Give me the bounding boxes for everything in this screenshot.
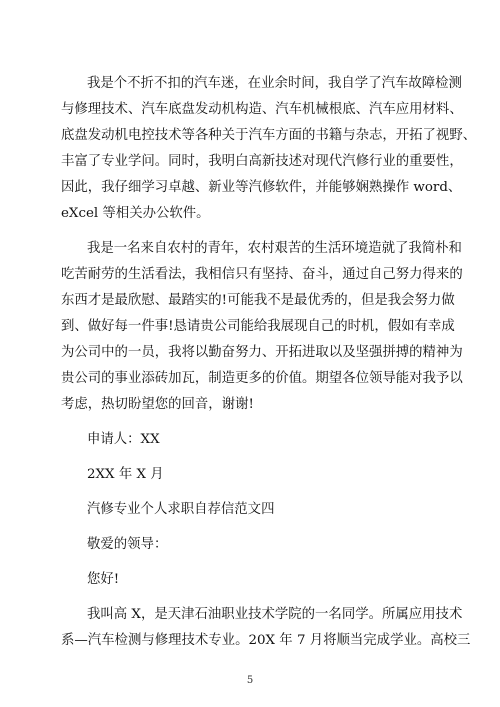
greeting-line: 您好!	[87, 572, 120, 587]
paragraph-1-line-5: 因此，我仔细学习卓越、新业等汽修软件，并能够娴熟操作 word、	[61, 180, 462, 195]
paragraph-2-line-1: 我是一名来自农村的青年，农村艰苦的生活环境造就了我简朴和	[87, 241, 462, 256]
paragraph-2-line-5: 为公司中的一员，我将以勤奋努力、开拓进取以及坚强拼搏的精神为	[61, 345, 463, 360]
paragraph-2-line-2: 吃苦耐劳的生活看法，我相信只有坚持、奋斗，通过自己努力得来的	[61, 267, 463, 282]
paragraph-1-line-4: 丰富了专业学问。同时，我明白高新技述对现代汽修行业的重要性，	[61, 154, 463, 169]
paragraph-1-line-1: 我是个不折不扣的汽车迷，在业余时间，我自学了汽车故障检测	[87, 76, 462, 91]
page-number: 5	[246, 675, 254, 686]
paragraph-2-line-6: 贵公司的事业添砖加瓦，制造更多的价值。期望各位领导能对我予以	[61, 371, 463, 386]
paragraph-2-line-7: 考虑，热切盼望您的回音，谢谢!	[61, 397, 254, 412]
paragraph-3-line-1: 我叫高 X，是天津石油职业技术学院的一名同学。所属应用技术	[87, 607, 463, 622]
paragraph-2-line-4: 到、做好每一件事!恳请贵公司能给我展现自己的时机，假如有幸成	[61, 319, 455, 334]
section-title: 汽修专业个人求职自荐信范文四	[87, 502, 275, 517]
applicant-line: 申请人：XX	[87, 432, 160, 447]
paragraph-2-line-3: 东西才是最欣慰、最踏实的!可能我不是最优秀的，但是我会努力做	[61, 293, 455, 308]
salutation-line: 敬爱的领导：	[87, 537, 168, 552]
paragraph-1-line-3: 底盘发动机电控技术等各种关于汽车方面的书籍与杂志，开拓了视野、	[61, 128, 477, 143]
paragraph-1-line-2: 与修理技术、汽车底盘发动机构造、汽车机械根底、汽车应用材料、	[61, 102, 463, 117]
paragraph-1-line-6: eXcel 等相关办公软件。	[61, 206, 210, 221]
date-line: 2XX 年 X 月	[87, 467, 164, 482]
paragraph-3-line-2: 系—汽车检测与修理技术专业。20X 年 7 月将顺当完成学业。高校三	[61, 633, 471, 648]
